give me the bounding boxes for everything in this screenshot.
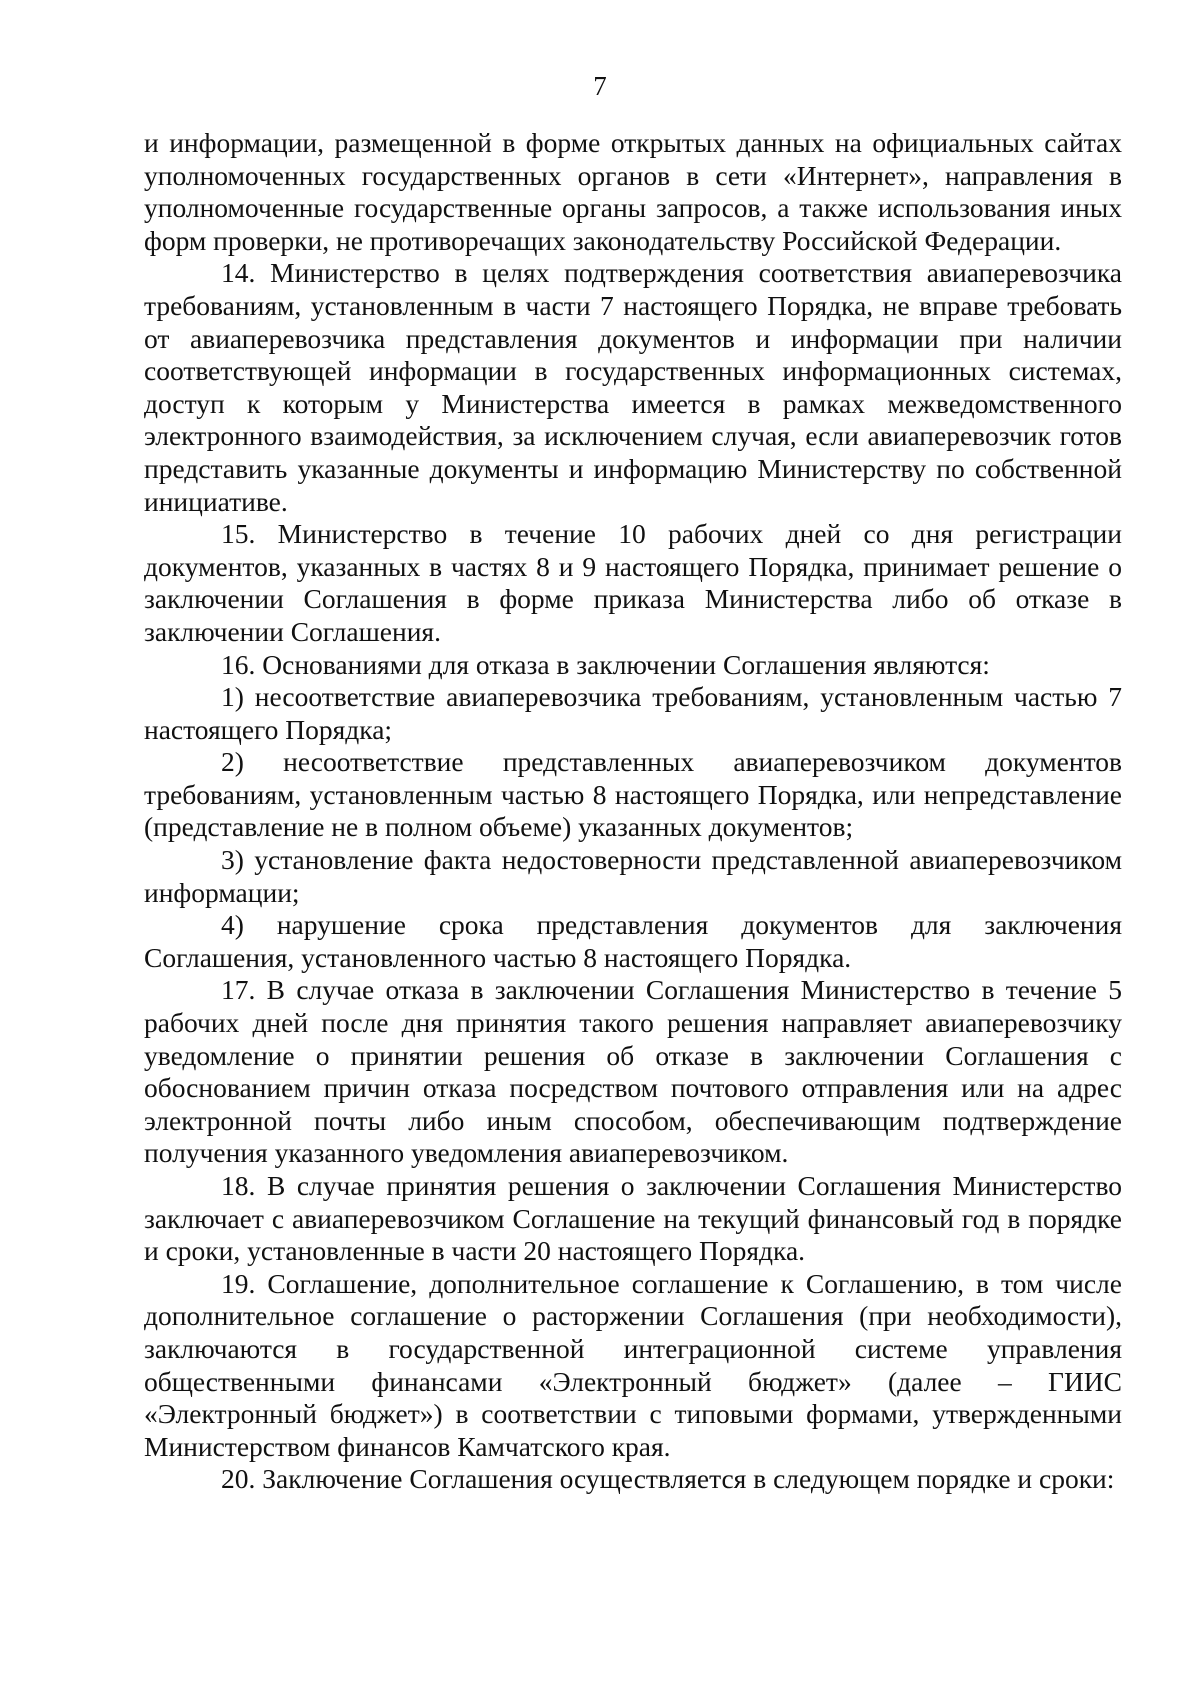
paragraph-item-20: 20. Заключение Соглашения осуществляется в следующем порядке и сроки: — [221, 1463, 1115, 1495]
paragraph-item-19: 19. Соглашение, дополнительное соглашение к Соглашению, в том числе дополнительное соглашение о расторжении Соглашения (при необходимости), заключаются в государственной интеграционной системе управления общественными финансами «Электронный бюджет» (далее – ГИИС «Электронный бюджет») в соответствии с типовыми формами, утвержденными Министерством финансов Камчатского края. — [144, 1267, 1122, 1462]
paragraph-item-16-1: 1) несоответствие авиаперевозчика требованиям, установленным частью 7 настоящего Порядка; — [144, 681, 1122, 745]
document-body — [144, 127, 1122, 1496]
paragraph-item-16: 16. Основаниями для отказа в заключении Соглашения являются: — [221, 648, 990, 680]
paragraph-continuation: и информации, размещенной в форме открытых данных на официальных сайтах уполномоченных государственных органов в сети «Интернет», направления в уполномоченные государственные органы запросов, а также использования иных форм проверки, не противоречащих законодательству Российской Федерации. — [144, 127, 1122, 256]
paragraph-item-16-4: 4) нарушение срока представления документов для заключения Соглашения, установленного частью 8 настоящего Порядка. — [144, 909, 1122, 973]
paragraph-item-16-2: 2) несоответствие представленных авиаперевозчиком документов требованиям, установленным частью 8 настоящего Порядка, или непредставление (представление не в полном объеме) указанных документов; — [144, 746, 1122, 843]
paragraph-item-16-3: 3) установление факта недостоверности представленной авиаперевозчиком информации; — [144, 844, 1122, 908]
paragraph-item-17: 17. В случае отказа в заключении Соглашения Министерство в течение 5 рабочих дней после дня принятия такого решения направляет авиаперевозчику уведомление о принятии решения об отказе в заключении Соглашения с обоснованием причин отказа посредством почтового отправления или на адрес электронной почты либо иным способом, обеспечивающим подтверждение получения указанного уведомления авиаперевозчиком. — [144, 974, 1122, 1169]
page-number: 7 — [593, 71, 607, 101]
paragraph-item-18: 18. В случае принятия решения о заключении Соглашения Министерство заключает с авиаперевозчиком Соглашение на текущий финансовый год в порядке и сроки, установленные в части 20 настоящего Порядка. — [144, 1170, 1122, 1267]
paragraph-item-15: 15. Министерство в течение 10 рабочих дней со дня регистрации документов, указанных в частях 8 и 9 настоящего Порядка, принимает решение о заключении Соглашения в форме приказа Министерства либо об отказе в заключении Соглашения. — [144, 518, 1122, 647]
paragraph-item-14: 14. Министерство в целях подтверждения соответствия авиаперевозчика требованиям, установленным в части 7 настоящего Порядка, не вправе требовать от авиаперевозчика представления документов и информации при наличии соответствующей информации в государственных информационных системах, доступ к которым у Министерства имеется в рамках межведомственного электронного взаимодействия, за исключением случая, если авиаперевозчик готов представить указанные документы и информацию Министерству по собственной инициативе. — [144, 257, 1122, 517]
